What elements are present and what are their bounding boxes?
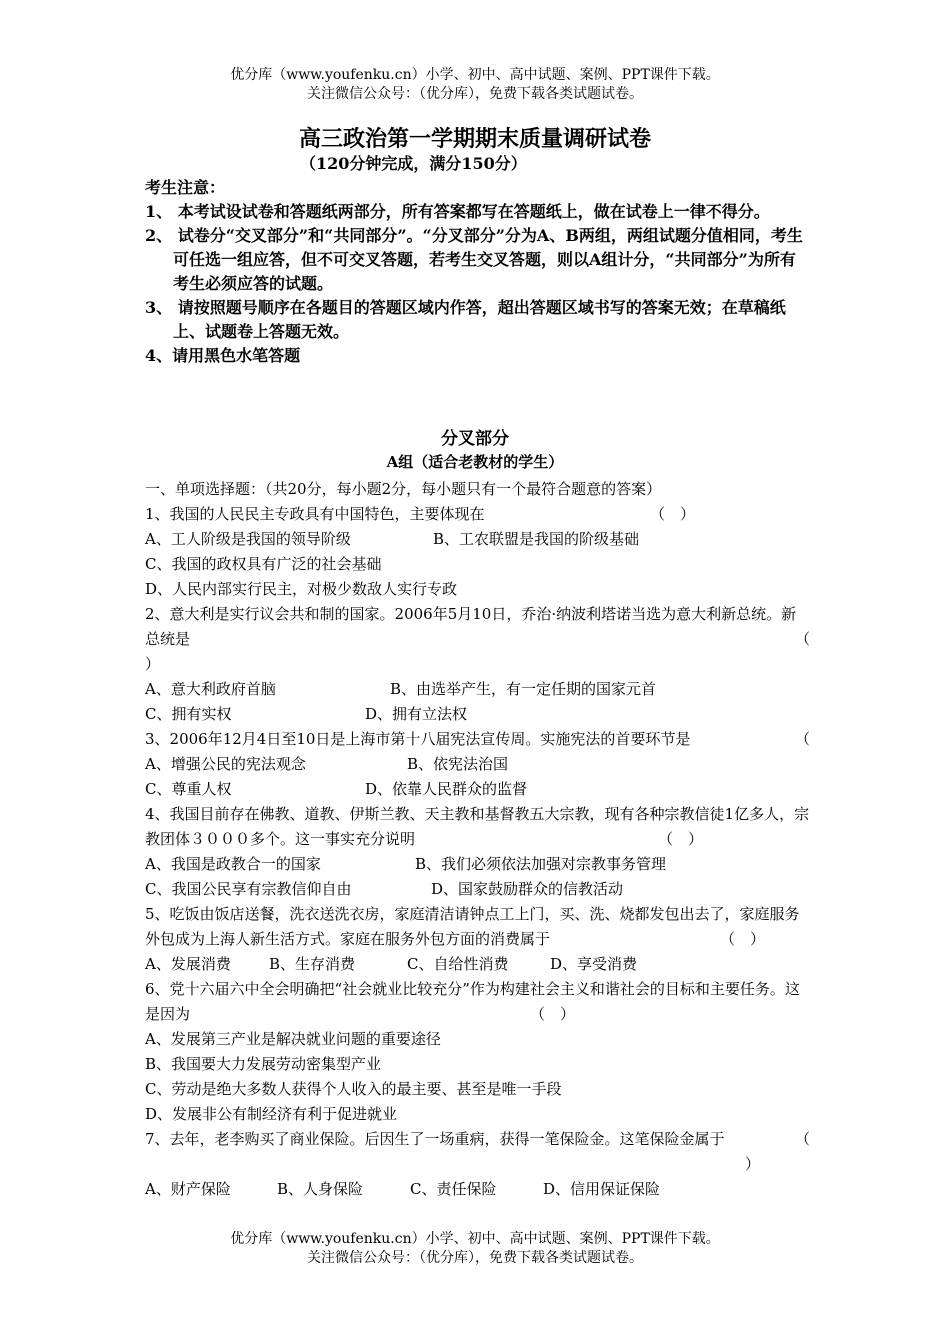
- q1-stem: 1、我国的人民民主专政具有中国特色，主要体现在: [145, 505, 485, 523]
- section-title: 分叉部分: [441, 429, 509, 449]
- q2-stem: 2、意大利是实行议会共和制的国家。2006年5月10日，乔治·纳波利塔诺当选为意大利新总统。新总统是: [145, 605, 797, 648]
- option: C、尊重人权: [145, 780, 232, 798]
- question-stem: [145, 502, 810, 527]
- option: B、我们必须依法加强对宗教事务管理: [415, 855, 667, 873]
- notice-item: 3、 请按照题号顺序在各题目的答题区域内作答，超出答题区域书写的答案无效；在草稿纸上、试题卷上答题无效。: [145, 298, 786, 341]
- option: A、工人阶级是我国的领导阶级: [145, 530, 351, 548]
- answer-paren-open: （: [794, 1130, 810, 1148]
- q4-stem: 4、我国目前存在佛教、道教、伊斯兰教、天主教和基督教五大宗教，现有各种宗教信徒1亿多人，宗教团体３０００多个。这一事实充分说明: [145, 805, 810, 848]
- page-header-line1: 优分库（www.youfenku.cn）小学、初中、高中试题、案例、PPT课件下载。: [230, 67, 720, 83]
- option: A、发展第三产业是解决就业问题的重要途径: [145, 1030, 441, 1048]
- option: B、人身保险: [277, 1180, 364, 1198]
- page-footer-line1: 优分库（www.youfenku.cn）小学、初中、高中试题、案例、PPT课件下载。: [230, 1231, 720, 1247]
- q3-stem: 3、2006年12月4日至10日是上海市第十八届宪法宣传周。实施宪法的首要环节是: [145, 730, 691, 748]
- answer-paren: （ ）: [658, 830, 704, 848]
- answer-paren: （ ）: [650, 505, 696, 523]
- page-header-line2: 关注微信公众号：（优分库），免费下载各类试题试卷。: [307, 86, 643, 102]
- answer-paren: （: [794, 730, 810, 748]
- q5-stem: 5、吃饭由饭店送餐，洗衣送洗衣房，家庭清洁请钟点工上门，买、洗、烧都发包出去了，家庭服务外包成为上海人新生活方式。家庭在服务外包方面的消费属于: [145, 905, 800, 948]
- question-body: [145, 477, 810, 1202]
- answer-paren-close: ）: [145, 655, 161, 673]
- option: B、我国要大力发展劳动密集型产业: [145, 1055, 382, 1073]
- notice-item: 1、 本考试设试卷和答题纸两部分，所有答案都写在答题纸上，做在试卷上一律不得分。: [145, 202, 770, 221]
- option: D、依靠人民群众的监督: [365, 780, 528, 798]
- option: B、工农联盟是我国的阶级基础: [433, 530, 640, 548]
- option: C、劳动是绝大多数人获得个人收入的最主要、甚至是唯一手段: [145, 1080, 562, 1098]
- option: D、信用保证保险: [543, 1180, 661, 1198]
- option: D、发展非公有制经济有利于促进就业: [145, 1105, 398, 1123]
- option: C、拥有实权: [145, 705, 232, 723]
- option: D、享受消费: [550, 955, 638, 973]
- notice-heading: 考生注意：: [145, 178, 226, 197]
- instructions: 一、单项选择题：（共20分，每小题2分，每小题只有一个最符合题意的答案）: [145, 480, 662, 498]
- q6-stem: 6、党十六届六中全会明确把“社会就业比较充分”作为构建社会主义和谐社会的目标和主要任务。这是因为: [145, 980, 800, 1023]
- notice-block: [145, 176, 810, 368]
- question-stem: [145, 802, 810, 852]
- option: C、我国的政权具有广泛的社会基础: [145, 555, 382, 573]
- option: B、依宪法治国: [407, 755, 509, 773]
- option: B、由选举产生，有一定任期的国家元首: [390, 680, 657, 698]
- option: D、拥有立法权: [365, 705, 468, 723]
- page-footer-line2: 关注微信公众号：（优分库），免费下载各类试题试卷。: [307, 1250, 643, 1266]
- answer-paren-close: ）: [744, 1155, 760, 1173]
- answer-paren-open: （: [794, 630, 810, 648]
- option: A、意大利政府首脑: [145, 680, 276, 698]
- notice-item: 4、请用黑色水笔答题: [145, 346, 301, 365]
- question-stem: [145, 977, 810, 1027]
- q7-stem: 7、去年，老李购买了商业保险。后因生了一场重病，获得一笔保险金。这笔保险金属于: [145, 1130, 725, 1148]
- page-subtitle: （120分钟完成，满分150分）: [300, 154, 527, 173]
- option: C、自给性消费: [407, 955, 509, 973]
- option: A、增强公民的宪法观念: [145, 755, 306, 773]
- answer-paren: （ ）: [720, 930, 766, 948]
- question-stem: [145, 902, 810, 952]
- answer-paren: （ ）: [530, 1005, 576, 1023]
- option: C、责任保险: [410, 1180, 497, 1198]
- option: A、财产保险: [145, 1180, 231, 1198]
- page-title: 高三政治第一学期期末质量调研试卷: [298, 126, 651, 152]
- option: B、生存消费: [269, 955, 356, 973]
- section-group: A组（适合老教材的学生）: [386, 453, 564, 471]
- notice-item: 2、 试卷分“交叉部分”和“共同部分”。“分叉部分”分为A、B两组，两组试题分值相同，考生可任选一组应答，但不可交叉答题，若考生交叉答题，则以A组计分，“共同部分”为所有考生必须应答的试题。: [145, 226, 803, 293]
- option: A、我国是政教合一的国家: [145, 855, 321, 873]
- option: A、发展消费: [145, 955, 231, 973]
- option: D、人民内部实行民主，对极少数敌人实行专政: [145, 580, 458, 598]
- option: D、国家鼓励群众的信教活动: [431, 880, 624, 898]
- option: C、我国公民享有宗教信仰自由: [145, 880, 352, 898]
